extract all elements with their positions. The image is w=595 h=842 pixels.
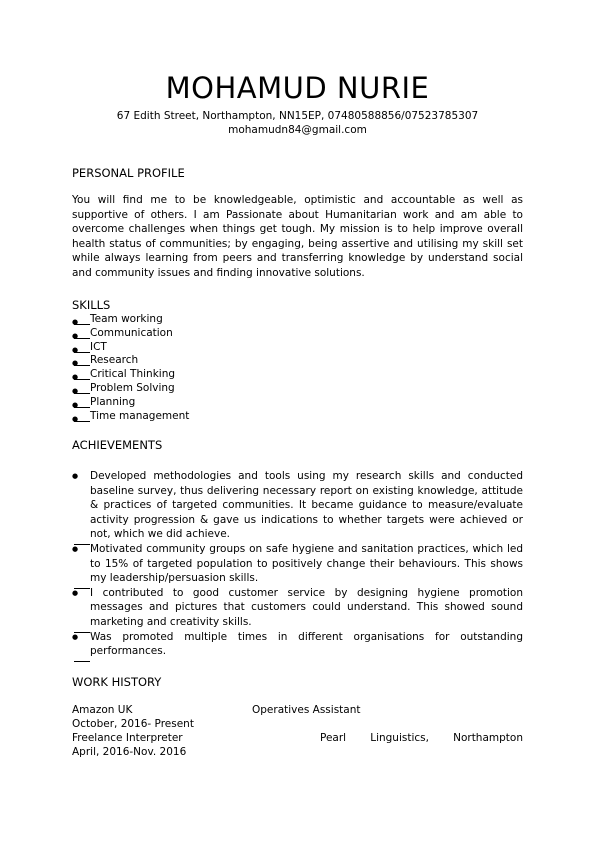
achievement-item: ● Motivated community groups on safe hygiene and sanitation practices, which led to 15% of targeted population to positively change their behaviours. This shows my leadership/persuasion skills. xyxy=(72,542,523,586)
bullet-icon xyxy=(72,475,90,542)
profile-heading: PERSONAL PROFILE xyxy=(72,166,185,180)
skill-item: ICT xyxy=(90,340,107,353)
work-history-heading: WORK HISTORY xyxy=(72,675,162,689)
job-dates: October, 2016- Present xyxy=(72,718,194,730)
profile-text: You will find me to be knowledgeable, optimistic and accountable as well as supportive of others. I am Passionate about Humanitarian work and am able to overcome challenges when things get tough. My mission is to help improve overall health status of communities; by engaging, being assertive and utilising my skill set while always learning from peers and transferring knowledge by understand social and community issues and finding innovative solutions. xyxy=(72,194,523,279)
bullet-icon xyxy=(72,636,90,659)
contact-email: mohamudn84@gmail.com xyxy=(228,124,367,136)
candidate-name: MOHAMUD NURIE xyxy=(165,71,430,105)
achievement-item: ● I contributed to good customer service by designing hygiene promotion messages and pictures that customers could understand. This showed sound marketing and creativity skills. xyxy=(72,586,523,630)
skill-item: Time management xyxy=(90,409,190,422)
achievement-item: ● Was promoted multiple times in different organisations for outstanding performances. xyxy=(72,630,523,659)
bullet-icon xyxy=(72,548,90,586)
job-line xyxy=(72,731,523,745)
contact-address: 67 Edith Street, Northampton, NN15EP, 07480588856/07523785307 xyxy=(116,110,479,122)
skills-list xyxy=(72,313,189,423)
skills-heading: SKILLS xyxy=(72,298,111,312)
achievements-list xyxy=(72,469,523,659)
job-dates: April, 2016-Nov. 2016 xyxy=(72,746,187,758)
skill-item: Critical Thinking xyxy=(90,368,176,381)
job-role: Freelance Interpreter xyxy=(72,732,183,744)
achievement-item: ● Developed methodologies and tools using my research skills and conducted baseline survey, thus delivering necessary report on existing knowledge, attitude & practices of targeted communities. It became guidance to measure/evaluate activity progression & gave us indications to whether targets were achieved or not, which we did achieve. xyxy=(72,469,523,542)
job-employer: Amazon UK xyxy=(72,704,133,716)
skill-item: Planning xyxy=(90,395,136,408)
job-role: Operatives Assistant xyxy=(252,704,361,716)
skill-item: Team working xyxy=(90,313,163,325)
bullet-icon xyxy=(72,592,90,630)
skill-item: Communication xyxy=(90,326,173,339)
achievements-heading: ACHIEVEMENTS xyxy=(72,438,163,452)
skill-item: Research xyxy=(90,354,139,367)
skill-item: Problem Solving xyxy=(90,381,175,394)
job-employer: Pearl Linguistics, Northampton xyxy=(320,732,523,744)
